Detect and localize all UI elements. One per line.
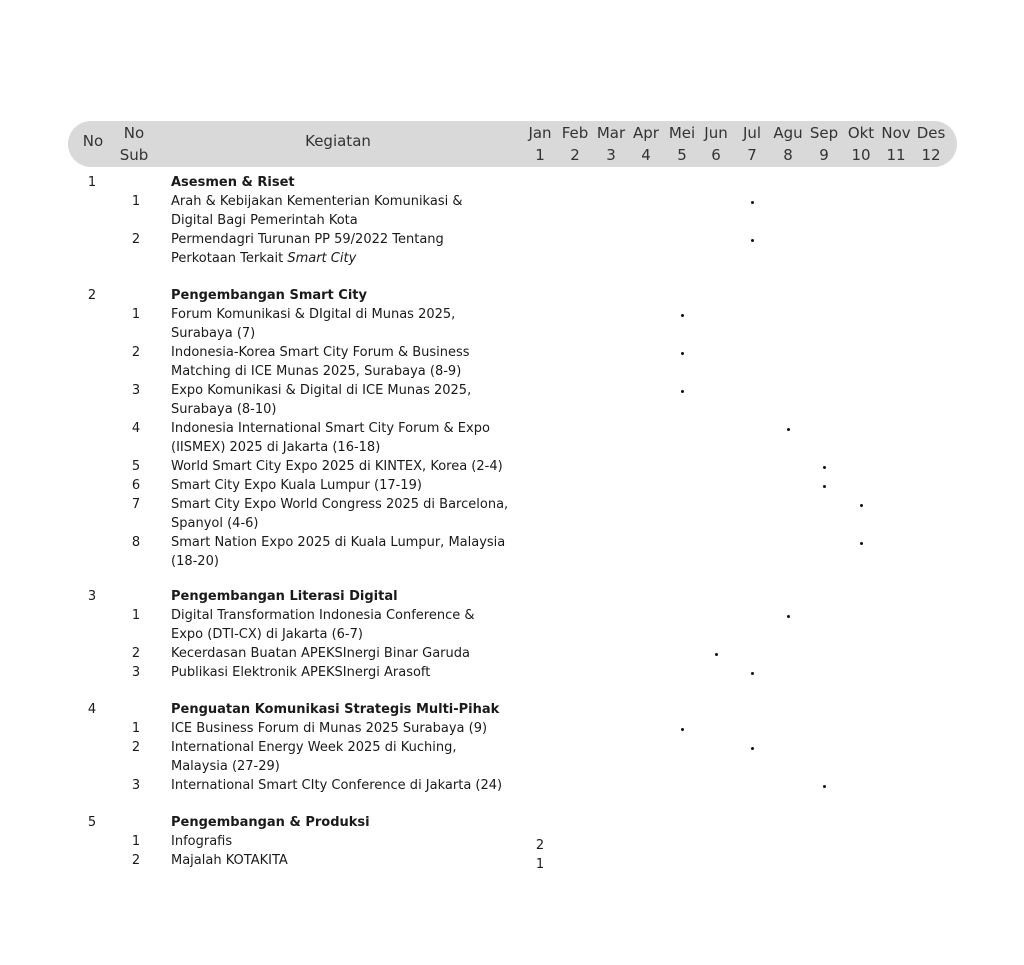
item-sub-number: 5 <box>131 459 141 474</box>
section-number: 5 <box>87 815 97 830</box>
schedule-marker <box>681 728 684 731</box>
month-number-12: 12 <box>921 146 941 164</box>
activity-text: Forum Komunikasi & DIgital di Munas 2025, <box>171 307 456 322</box>
item-sub-number: 2 <box>131 345 141 360</box>
month-name-jul: Jul <box>742 124 762 142</box>
item-sub-number: 1 <box>131 307 141 322</box>
month-name-mei: Mei <box>668 124 696 142</box>
jan-value: 2 <box>535 838 545 853</box>
item-sub-number: 2 <box>131 646 141 661</box>
schedule-marker <box>751 672 754 675</box>
month-number-9: 9 <box>819 146 829 164</box>
activity-text: Malaysia (27-29) <box>171 759 280 774</box>
activity-text: Expo (DTI-CX) di Jakarta (6-7) <box>171 627 363 642</box>
section-number: 4 <box>87 702 97 717</box>
item-sub-number: 4 <box>131 421 141 436</box>
month-name-des: Des <box>916 124 946 142</box>
month-number-7: 7 <box>747 146 757 164</box>
activity-text: Indonesia International Smart City Forum & Expo <box>171 421 490 436</box>
jan-value: 1 <box>535 857 545 872</box>
activity-text: Surabaya (8-10) <box>171 402 277 417</box>
schedule-marker <box>751 747 754 750</box>
activity-text: Smart City Expo Kuala Lumpur (17-19) <box>171 478 422 493</box>
item-sub-number: 3 <box>131 383 141 398</box>
month-number-10: 10 <box>851 146 871 164</box>
item-sub-number: 2 <box>131 740 141 755</box>
activity-text: Arah & Kebijakan Kementerian Komunikasi & <box>171 194 463 209</box>
section-title: Pengembangan Literasi Digital <box>171 589 398 604</box>
month-name-sep: Sep <box>809 124 839 142</box>
month-number-8: 8 <box>783 146 793 164</box>
schedule-marker <box>681 390 684 393</box>
schedule-marker <box>681 352 684 355</box>
month-name-okt: Okt <box>847 124 875 142</box>
header-kegiatan: Kegiatan <box>305 132 371 150</box>
item-sub-number: 2 <box>131 232 141 247</box>
section-title: Asesmen & Riset <box>171 175 295 190</box>
section-title: Penguatan Komunikasi Strategis Multi-Pihak <box>171 702 500 717</box>
activity-text: Smart City Expo World Congress 2025 di Barcelona, <box>171 497 509 512</box>
schedule-marker <box>860 504 863 507</box>
activity-text: Indonesia-Korea Smart City Forum & Business <box>171 345 470 360</box>
item-sub-number: 6 <box>131 478 141 493</box>
month-name-mar: Mar <box>596 124 626 142</box>
activity-text: Spanyol (4-6) <box>171 516 259 531</box>
activity-text: Matching di ICE Munas 2025, Surabaya (8-9) <box>171 364 462 379</box>
schedule-marker <box>860 542 863 545</box>
month-number-5: 5 <box>677 146 687 164</box>
activity-text-plain: Perkotaan Terkait <box>171 251 288 266</box>
item-sub-number: 1 <box>131 834 141 849</box>
schedule-marker <box>823 485 826 488</box>
month-name-apr: Apr <box>633 124 659 142</box>
item-sub-number: 8 <box>131 535 141 550</box>
activity-text: ICE Business Forum di Munas 2025 Surabaya (9) <box>171 721 488 736</box>
header-no: No <box>82 132 104 150</box>
section-title: Pengembangan Smart City <box>171 288 367 303</box>
schedule-marker <box>823 466 826 469</box>
schedule-marker <box>823 785 826 788</box>
activity-text: World Smart City Expo 2025 di KINTEX, Korea (2-4) <box>171 459 503 474</box>
month-number-11: 11 <box>886 146 906 164</box>
month-number-2: 2 <box>570 146 580 164</box>
schedule-marker <box>681 314 684 317</box>
activity-text: Surabaya (7) <box>171 326 256 341</box>
item-sub-number: 7 <box>131 497 141 512</box>
section-number: 2 <box>87 288 97 303</box>
item-sub-number: 1 <box>131 721 141 736</box>
activity-text: Infografis <box>171 834 233 849</box>
activity-text-italic: Smart City <box>287 251 357 266</box>
item-sub-number: 3 <box>131 665 141 680</box>
activity-text: Publikasi Elektronik APEKSInergi Arasoft <box>171 665 431 680</box>
activity-text: International Smart CIty Conference di Jakarta (24) <box>171 778 503 793</box>
activity-text: Kecerdasan Buatan APEKSInergi Binar Garuda <box>171 646 470 661</box>
item-sub-number: 2 <box>131 853 141 868</box>
item-sub-number: 1 <box>131 608 141 623</box>
month-number-3: 3 <box>606 146 616 164</box>
month-name-jan: Jan <box>528 124 552 142</box>
activity-text: Digital Bagi Pemerintah Kota <box>171 213 358 228</box>
section-number: 1 <box>87 175 97 190</box>
activity-text: Permendagri Turunan PP 59/2022 Tentang <box>171 232 444 247</box>
month-number-4: 4 <box>641 146 651 164</box>
schedule-marker <box>787 615 790 618</box>
section-number: 3 <box>87 589 97 604</box>
header-no-sub-line2: Sub <box>119 146 149 164</box>
month-name-jun: Jun <box>704 124 728 142</box>
activity-text: (18-20) <box>171 554 219 569</box>
activity-text: Smart Nation Expo 2025 di Kuala Lumpur, Malaysia <box>171 535 506 550</box>
activity-text: Majalah KOTAKITA <box>171 853 288 868</box>
month-name-feb: Feb <box>561 124 589 142</box>
header-no-sub-line1: No <box>123 124 145 142</box>
schedule-marker <box>751 239 754 242</box>
activity-text <box>171 249 356 268</box>
month-number-1: 1 <box>535 146 545 164</box>
section-title: Pengembangan & Produksi <box>171 815 370 830</box>
item-sub-number: 1 <box>131 194 141 209</box>
schedule-marker <box>715 653 718 656</box>
activity-text: (IISMEX) 2025 di Jakarta (16-18) <box>171 440 381 455</box>
month-name-agu: Agu <box>773 124 803 142</box>
activity-text: Expo Komunikasi & Digital di ICE Munas 2025, <box>171 383 472 398</box>
schedule-marker <box>751 201 754 204</box>
activity-text: Digital Transformation Indonesia Conference & <box>171 608 475 623</box>
month-number-6: 6 <box>711 146 721 164</box>
item-sub-number: 3 <box>131 778 141 793</box>
schedule-marker <box>787 428 790 431</box>
activity-text: International Energy Week 2025 di Kuching, <box>171 740 457 755</box>
month-name-nov: Nov <box>881 124 911 142</box>
